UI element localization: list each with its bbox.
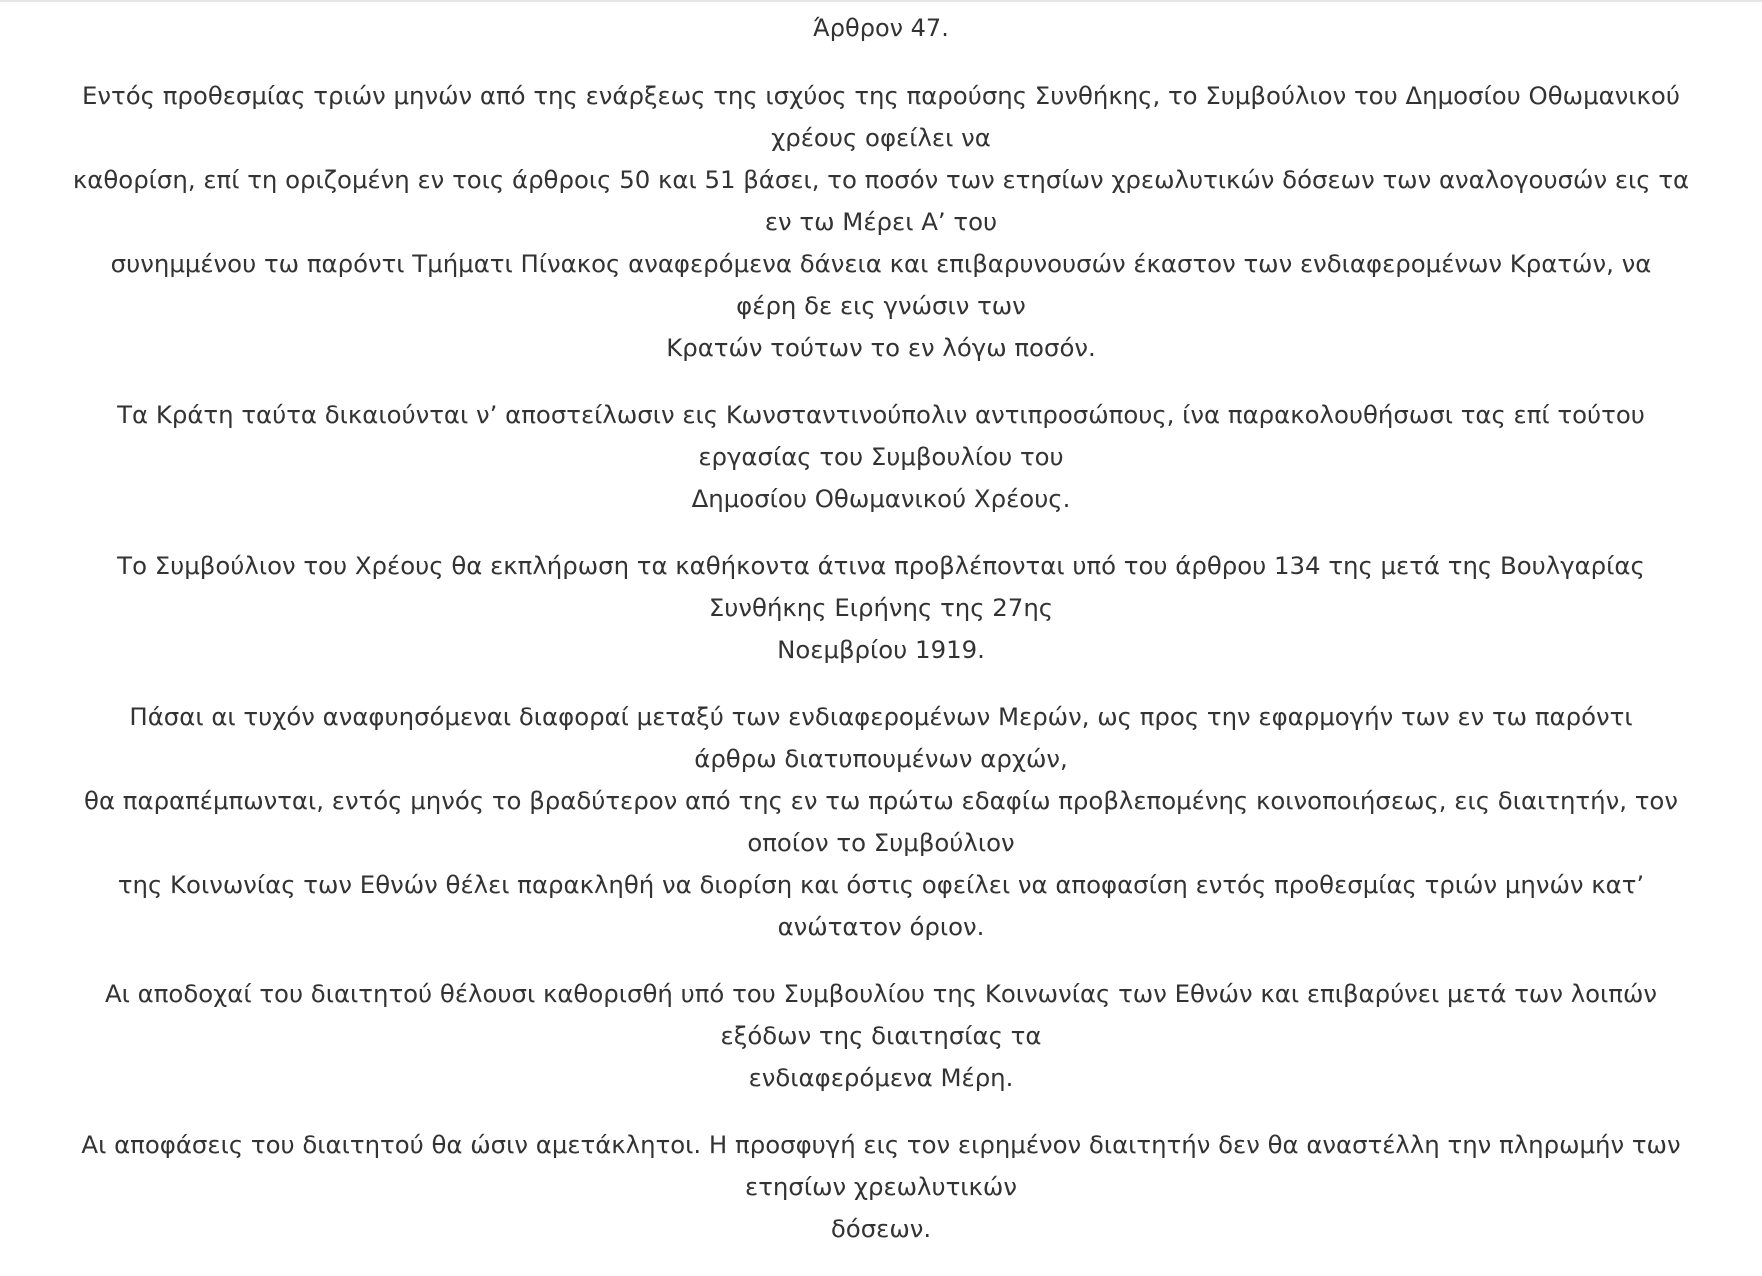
paragraph-line: οποίον το Συμβούλιον — [747, 828, 1015, 857]
paragraph-line: συνημμένου τω παρόντι Τμήματι Πίνακος αναφερόμενα δάνεια και επιβαρυνουσών έκαστον των ενδιαφερομένων Κρατών, να — [110, 249, 1652, 278]
paragraph-line: Πάσαι αι τυχόν αναφυησόμεναι διαφοραί μεταξύ των ενδιαφερομένων Μερών, ως προς την εφαρμογήν των εν τω παρόντι — [129, 702, 1633, 731]
paragraph-2 — [12, 394, 1750, 520]
paragraph-line: εργασίας του Συμβουλίου του — [698, 442, 1064, 471]
paragraph-line: φέρη δε εις γνώσιν των — [736, 291, 1026, 320]
paragraph-6 — [12, 1124, 1750, 1250]
paragraph-line: της Κοινωνίας των Εθνών θέλει παρακληθή να διορίση και όστις οφείλει να αποφασίση εντός προθεσμίας τριών μηνών κατ’ — [117, 870, 1645, 899]
paragraph-line: ενδιαφερόμενα Μέρη. — [748, 1063, 1014, 1092]
paragraph-line: Συνθήκης Ειρήνης της 27ης — [708, 593, 1054, 622]
paragraph-1 — [12, 75, 1750, 369]
paragraph-line: Το Συμβούλιον του Χρέους θα εκπλήρωση τα καθήκοντα άτινα προβλέπονται υπό του άρθρου 134 της μετά της Βουλγαρίας — [117, 551, 1645, 580]
paragraph-line: Δημοσίου Οθωμανικού Χρέους. — [691, 484, 1071, 513]
paragraph-line: Τα Κράτη ταύτα δικαιούνται ν’ αποστείλωσιν εις Κωνσταντινούπολιν αντιπροσώπους, ίνα παρακολουθήσωσι τας επί τούτου — [117, 400, 1645, 429]
paragraph-line: άρθρω διατυπουμένων αρχών, — [694, 744, 1068, 773]
top-divider — [0, 0, 1762, 2]
paragraph-line: εν τω Μέρει Α’ του — [764, 207, 998, 236]
paragraph-line: θα παραπέμπωνται, εντός μηνός το βραδύτερον από της εν τω πρώτω εδαφίω προβλεπομένης κοινοποιήσεως, εις διαιτητήν, τον — [84, 786, 1678, 815]
paragraph-line: εξόδων της διαιτησίας τα — [720, 1021, 1042, 1050]
paragraph-4 — [12, 696, 1750, 948]
paragraph-line: Εντός προθεσμίας τριών μηνών από της ενάρξεως της ισχύος της παρούσης Συνθήκης, το Συμβούλιον του Δημοσίου Οθωμανικού — [82, 81, 1680, 110]
paragraph-line: ετησίων χρεωλυτικών — [745, 1172, 1017, 1201]
paragraph-line: χρέους οφείλει να — [771, 123, 991, 152]
paragraph-line: Νοεμβρίου 1919. — [777, 635, 985, 664]
paragraph-line: Κρατών τούτων το εν λόγω ποσόν. — [666, 333, 1096, 362]
paragraph-5 — [12, 973, 1750, 1099]
paragraph-line: Αι αποφάσεις του διαιτητού θα ώσιν αμετάκλητοι. Η προσφυγή εις τον ειρημένον διαιτητήν δεν θα αναστέλλη την πληρωμήν των — [81, 1130, 1681, 1159]
paragraph-line: δόσεων. — [830, 1214, 932, 1243]
paragraph-line: Αι αποδοχαί του διαιτητού θέλουσι καθορισθή υπό του Συμβουλίου της Κοινωνίας των Εθνών και επιβαρύνει μετά των λοιπών — [104, 979, 1658, 1008]
article-title: Άρθρον 47. — [813, 14, 949, 42]
paragraph-line: καθορίση, επί τη οριζομένη εν τοις άρθροις 50 και 51 βάσει, το ποσόν των ετησίων χρεωλυτικών δόσεων των αναλογουσών εις τα — [72, 165, 1690, 194]
paragraph-3 — [12, 545, 1750, 671]
paragraph-line: ανώτατον όριον. — [777, 912, 985, 941]
